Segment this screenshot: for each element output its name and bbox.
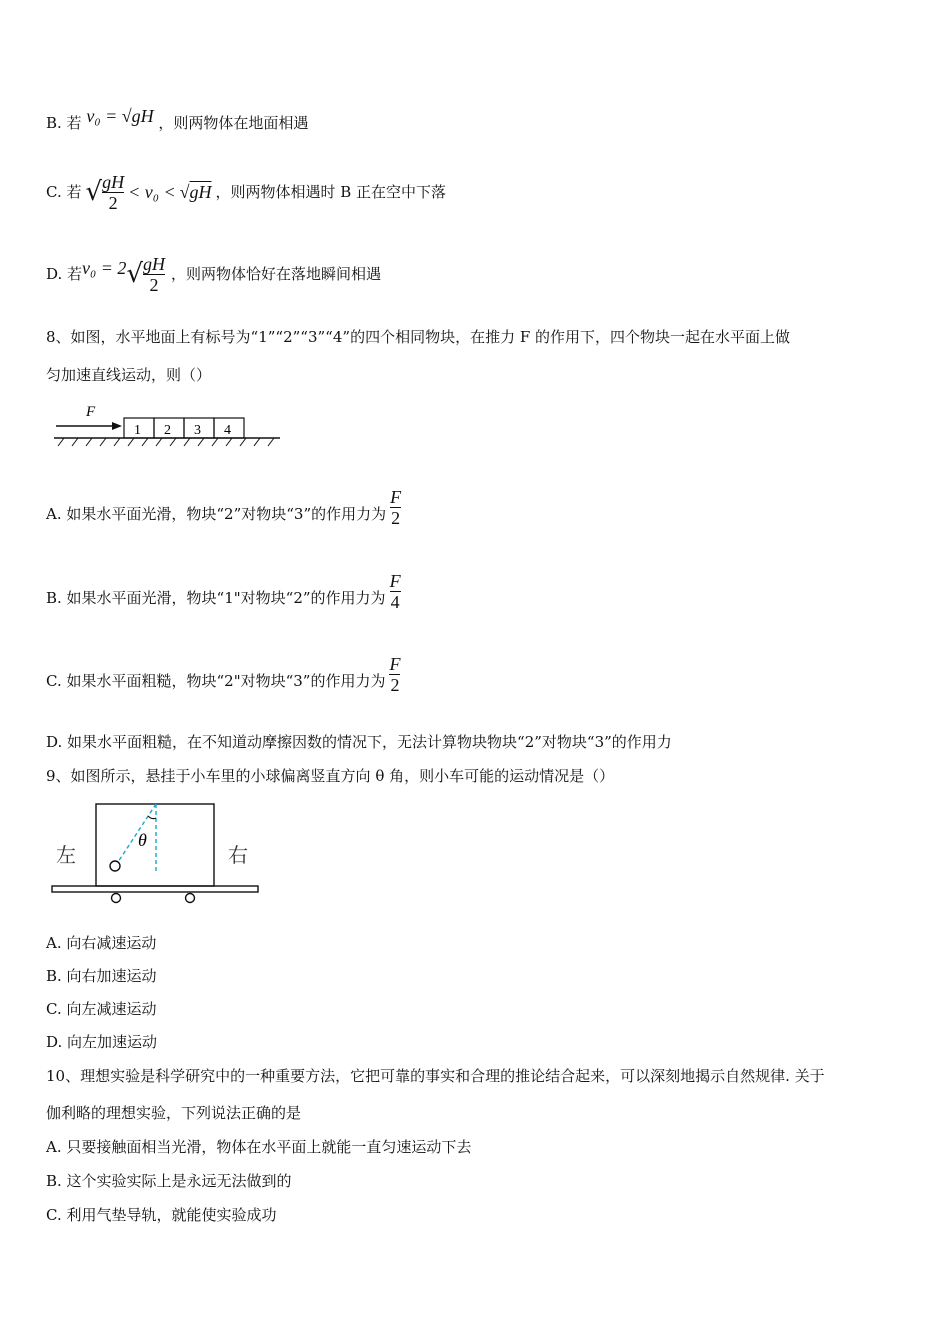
block-3-label: 3 [194,423,201,438]
q7-option-c-right: √gH [179,182,212,202]
q8-option-d: D. 如果水平面粗糙，在不知道动摩擦因数的情况下，无法计算物块物块“2”对物块“3”的作用力 [46,733,672,751]
q8-stem-line2: 匀加速直线运动，则（） [46,366,212,384]
q10-option-a: A. 只要接触面相当光滑，物体在水平面上就能一直匀速运动下去 [46,1138,472,1156]
q7-option-c-mid: < v₀ < [128,182,176,202]
wheel-left [112,894,121,903]
q8-option-c-text: C. 如果水平面粗糙，物块“2"对物块“3”的作用力为 [46,672,386,690]
q7-option-c-den: 2 [108,192,118,213]
q7-option-d-num: gH [143,253,166,274]
block-1-label: 1 [134,423,141,438]
block-2-label: 2 [164,423,171,438]
q8-figure [52,402,292,452]
q8-option-b-fraction: $\frac{F}{4}$ [389,571,401,612]
q9-figure [48,800,268,910]
q10-stem-line2: 伽利略的理想实验，下列说法正确的是 [46,1104,302,1122]
left-label: 左 [56,843,76,867]
q9-option-c: C. 向左减速运动 [46,1000,157,1018]
q7-option-c-suffix: ，则两物体相遇时 B 正在空中下落 [215,183,447,201]
q7-option-d-den: 2 [149,274,159,295]
q7-option-c-fraction [102,172,124,213]
angle-arc [148,816,156,819]
ball [110,861,120,871]
q9-option-a: A. 向右减速运动 [46,934,157,952]
q8-option-c [46,651,400,695]
q7-option-d [46,250,381,298]
q8-stem-line1: 8、如图，水平地面上有标号为“1”“2”“3”“4”的四个相同物块，在推力 F 的作用下，四个物块一起在水平面上做 [46,328,791,346]
q8-option-a-fraction: $\frac{F}{2}$ [390,487,402,528]
q10-stem-line1: 10、理想实验是科学研究中的一种重要方法，它把可靠的事实和合理的推论结合起来，可以深刻地揭示自然规律. 关于 [46,1067,825,1085]
q8-option-a-text: A. 如果水平面光滑，物块“2”对物块“3”的作用力为 [46,505,387,523]
q10-option-c: C. 利用气垫导轨，就能使实验成功 [46,1206,277,1224]
force-label: F [86,404,96,420]
q8-option-b-text: B. 如果水平面光滑，物块“1"对物块“2”的作用力为 [46,589,386,607]
sqrt-icon: √ [85,177,103,207]
wheel-right [186,894,195,903]
q10-option-b: B. 这个实验实际上是永远无法做到的 [46,1172,292,1190]
q7-option-c-num: gH [102,171,125,192]
ground-hatching [58,438,274,446]
q7-option-b-formula: v₀ = √gH [86,106,154,126]
q8-option-b [46,568,401,612]
sqrt-icon: √ [126,259,144,289]
q7-option-c [46,170,446,214]
q7-option-d-left: v₀ = 2 [82,258,127,278]
q7-option-d-prefix: D. 若 [46,265,83,283]
q7-option-b-suffix: ，则两物体在地面相遇 [158,114,309,132]
q7-option-c-prefix: C. 若 [46,183,82,201]
q8-option-a [46,484,401,528]
q7-option-b [46,106,309,133]
q7-option-d-fraction [143,254,165,295]
q8-option-c-fraction: $\frac{F}{2}$ [389,654,401,695]
cart-body [96,804,214,886]
arrow-head-icon [112,422,122,430]
q7-option-d-suffix: ，则两物体恰好在落地瞬间相遇 [171,265,382,283]
cart-platform [52,886,258,892]
q9-option-d: D. 向左加速运动 [46,1033,158,1051]
q7-option-b-prefix: B. 若 [46,114,82,132]
angle-label: θ [138,830,147,850]
string-line [118,804,156,862]
q9-option-b: B. 向右加速运动 [46,967,157,985]
q9-stem: 9、如图所示，悬挂于小车里的小球偏离竖直方向 θ 角，则小车可能的运动情况是（） [46,767,615,785]
block-4-label: 4 [224,423,231,438]
right-label: 右 [228,843,248,867]
